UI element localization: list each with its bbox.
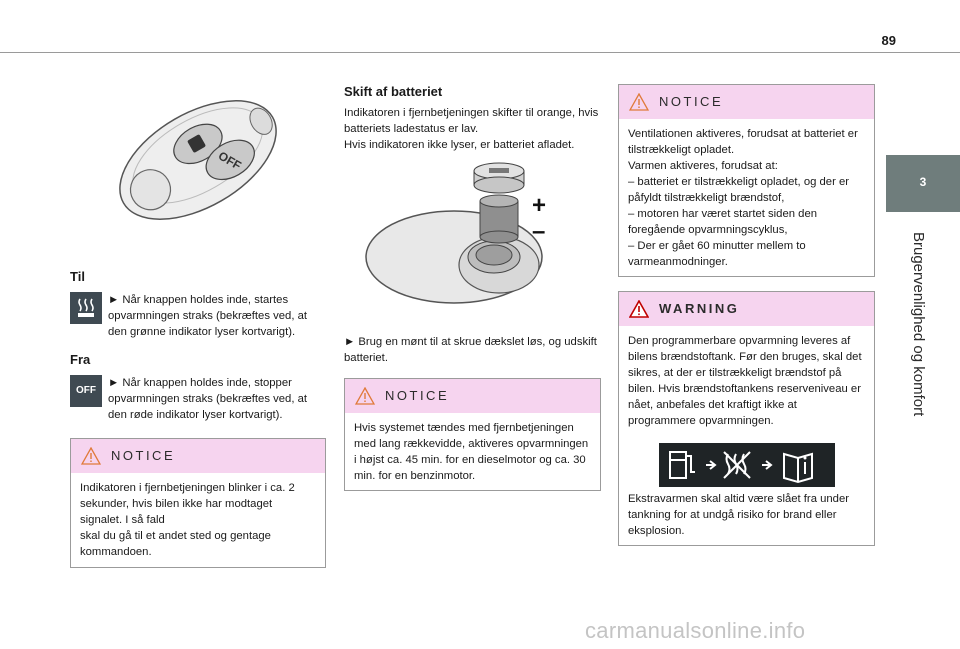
- battery-plus: +: [532, 192, 547, 219]
- battery-minus: –: [532, 218, 546, 245]
- battery-intro: Indikatoren i fjernbetjeningen skifter til orange, hvis batteriets ladestatus er lav. Hvis indikatoren ikke lyser, er batteriet afladet.: [344, 107, 599, 151]
- notice-triangle-icon: [355, 387, 375, 405]
- chapter-tab[interactable]: [886, 155, 960, 212]
- notice-header-3: [619, 85, 874, 119]
- fra-heading: Fra: [70, 352, 91, 367]
- fra-text: ► Når knappen holdes inde, stopper opvarmningen straks (bekræftes ved, at den røde indikator lyser kortvarigt).: [108, 377, 308, 421]
- notice-text-3: Ventilationen aktiveres, forudsat at batteriet er tilstrækkeligt opladet. Varmen aktiveres, forudsat at: – batteriet er tilstrækkeligt opladet, og der er påfyldt tilstrækkeligt brændstof, – motoren har været startet siden den foregående opvarmningscyklus, – Der er gået 60 minutter mellem to varmeanmodninger.: [628, 128, 858, 268]
- refuel-pictogram: [659, 443, 835, 487]
- notice-triangle-icon: [81, 447, 101, 465]
- column-3: [618, 84, 875, 546]
- notice-box-3: [618, 84, 875, 277]
- notice-label: NOTICE: [111, 448, 176, 463]
- remote-control-illustration: [70, 60, 326, 260]
- warning-header: [619, 292, 874, 326]
- notice-label-2: NOTICE: [385, 388, 450, 403]
- warning-triangle-icon: [629, 300, 649, 318]
- notice-header: [71, 439, 325, 473]
- off-icon: [70, 375, 102, 407]
- warning-box: [618, 291, 875, 546]
- chapter-number: 3: [919, 175, 927, 189]
- page-number: 89: [881, 33, 896, 48]
- off-label: OFF: [76, 385, 96, 396]
- arrow-icon: [762, 461, 771, 469]
- warning-label: WARNING: [659, 301, 740, 316]
- battery-instruction: ► Brug en mønt til at skrue dækslet løs, og udskift batteriet.: [344, 336, 597, 364]
- battery-illustration: [344, 153, 601, 323]
- notice-header-2: [345, 379, 600, 413]
- notice-text-2: Hvis systemet tændes med fjernbetjeningen med lang rækkevidde, aktiveres opvarmningen i højst ca. 45 min. for en dieselmotor og ca. 30 min. for en benzinmotor.: [354, 422, 589, 482]
- warning-text-2: Ekstravarmen skal altid være slået fra under tankning for at undgå risiko for brand eller eksplosion.: [628, 493, 850, 537]
- notice-label-3: NOTICE: [659, 94, 724, 109]
- top-rule: [0, 52, 960, 53]
- til-heading: Til: [70, 269, 85, 284]
- notice-box: [70, 438, 326, 568]
- chapter-title: Brugervenlighed og komfort: [910, 232, 927, 417]
- arrow-icon: [706, 461, 715, 469]
- notice-text: Indikatoren i fjernbetjeningen blinker i ca. 2 sekunder, hvis bilen ikke har modtaget signalet. I så fald skal du gå til et andet sted og gentage kommandoen.: [80, 482, 295, 558]
- column-2: [344, 84, 601, 491]
- manual-book-icon: [784, 454, 812, 482]
- heat-on-icon: [70, 292, 102, 324]
- warning-text: Den programmerbare opvarmning leveres af bilens brændstoftank. Før den bruges, skal det sikres, at der er tilstrækkeligt brændstof på bilen. Hvis brændstoftankens reserveniveau er nået, anbefales det kraftigt ikke at programmere opvarmningen.: [628, 335, 862, 427]
- battery-heading: Skift af batteriet: [344, 84, 443, 99]
- notice-box-2: [344, 378, 601, 491]
- fuel-pump-icon: [670, 452, 686, 478]
- remote-off-label: OFF: [215, 148, 244, 173]
- til-text: ► Når knappen holdes inde, startes opvarmningen straks (bekræftes ved, at den grønne indikator lyser kortvarigt).: [108, 294, 308, 338]
- notice-triangle-icon: [629, 93, 649, 111]
- column-1: [70, 60, 326, 568]
- watermark: carmanualsonline.info: [585, 618, 806, 643]
